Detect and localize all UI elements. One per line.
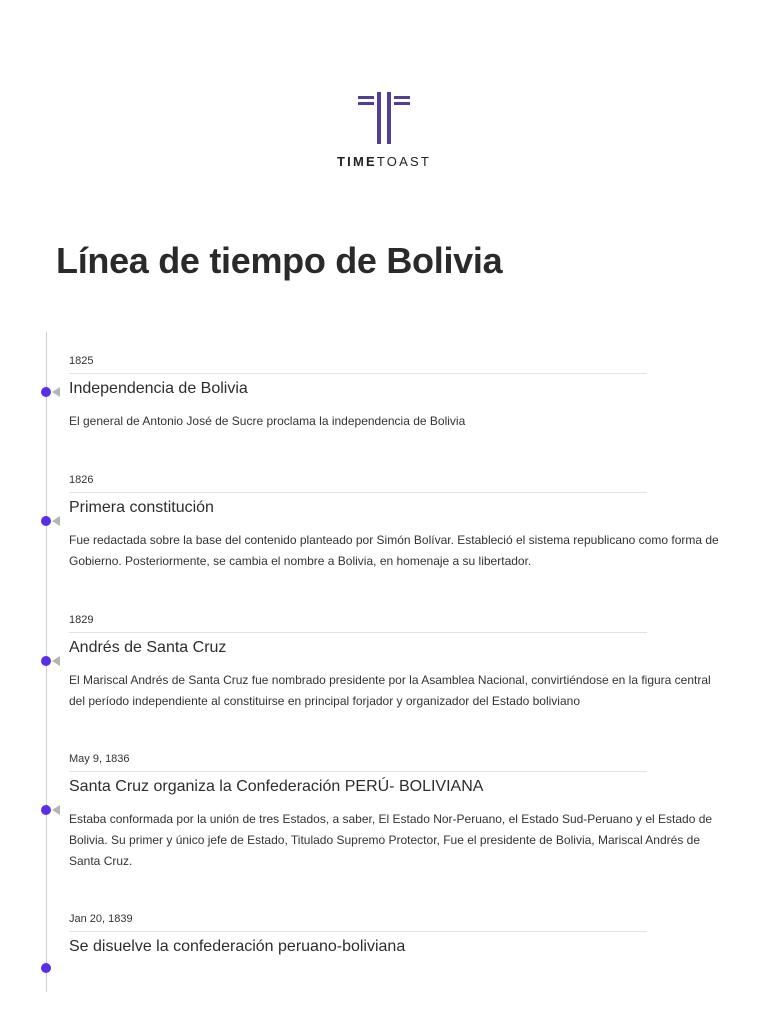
timetoast-brand[interactable] <box>0 92 768 169</box>
timeline-pointer-icon <box>52 516 60 526</box>
event-date: May 9, 1836 <box>69 753 130 765</box>
timeline-marker-dot[interactable] <box>41 387 51 397</box>
event-title[interactable]: Independencia de Bolivia <box>69 380 248 397</box>
event-title[interactable]: Santa Cruz organiza la Confederación PERÚ- BOLIVIANA <box>69 778 484 795</box>
event-divider <box>69 771 647 772</box>
timeline-pointer-icon <box>52 805 60 815</box>
event-date: Jan 20, 1839 <box>69 913 133 925</box>
event-divider <box>69 373 647 374</box>
timetoast-logo-icon <box>358 92 410 146</box>
timeline-pointer-icon <box>52 656 60 666</box>
event-title[interactable]: Primera constitución <box>69 499 214 516</box>
event-title[interactable]: Se disuelve la confederación peruano-boliviana <box>69 938 406 955</box>
event-divider <box>69 931 647 932</box>
event-description: El Mariscal Andrés de Santa Cruz fue nombrado presidente por la Asamblea Nacional, convirtiéndose en la figura central del período independiente al constituirse en principal forjador y organizador del Estado boliviano <box>69 673 711 708</box>
event-description: Estaba conformada por la unión de tres Estados, a saber, El Estado Nor-Peruano, el Estado Sud-Peruano y el Estado de Bolivia. Su primer y único jefe de Estado, Titulado Supremo Protector, Fue el presidente de Bolivia, Mariscal Andrés de Santa Cruz. <box>69 812 713 868</box>
timeline-marker-dot[interactable] <box>41 963 51 973</box>
timeline-marker-dot[interactable] <box>41 656 51 666</box>
event-date: 1829 <box>69 614 94 626</box>
event-divider <box>69 492 647 493</box>
event-date: 1825 <box>69 355 94 367</box>
timetoast-wordmark <box>0 154 768 169</box>
wordmark-light: TOAST <box>376 154 431 169</box>
event-divider <box>69 632 647 633</box>
timeline-marker-dot[interactable] <box>41 516 51 526</box>
event-title[interactable]: Andrés de Santa Cruz <box>69 639 227 656</box>
event-date: 1826 <box>69 474 94 486</box>
page-title: Línea de tiempo de Bolivia <box>56 240 503 281</box>
timeline-marker-dot[interactable] <box>41 805 51 815</box>
event-description: Fue redactada sobre la base del contenido planteado por Simón Bolívar. Estableció el sistema republicano como forma de Gobierno. Posteriormente, se cambia el nombre a Bolivia, en homenaje a su libertador. <box>69 533 719 568</box>
event-description: El general de Antonio José de Sucre proclama la independencia de Bolivia <box>69 414 466 428</box>
wordmark-bold: TIME <box>337 154 377 169</box>
timeline-pointer-icon <box>52 387 60 397</box>
